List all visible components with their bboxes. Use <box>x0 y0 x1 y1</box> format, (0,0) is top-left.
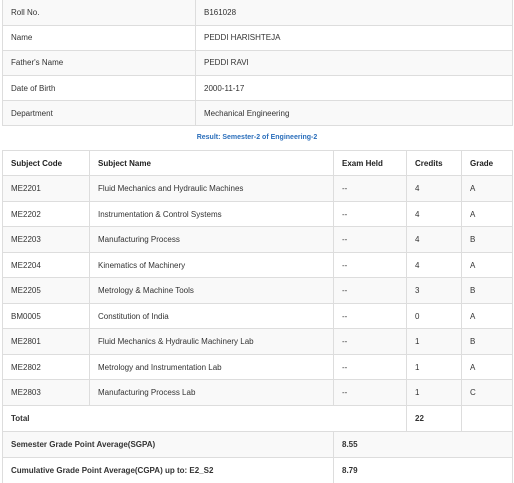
grade: A <box>462 354 513 380</box>
cgpa-label: Cumulative Grade Point Average(CGPA) up to: E2_S2 <box>3 457 334 483</box>
table-row <box>3 252 513 278</box>
table-row <box>3 201 513 227</box>
col-header-exam-held: Exam Held <box>334 151 407 176</box>
subject-name: Metrology & Machine Tools <box>90 278 334 304</box>
subject-code: ME2205 <box>3 278 90 304</box>
credits: 3 <box>407 278 462 304</box>
table-row <box>3 354 513 380</box>
name-label: Name <box>3 25 196 50</box>
col-header-credits: Credits <box>407 151 462 176</box>
total-label: Total <box>3 405 407 431</box>
total-row <box>3 405 513 431</box>
fathers-name-value: PEDDI RAVI <box>196 50 513 75</box>
total-credits: 22 <box>407 405 462 431</box>
marks-table <box>2 150 513 483</box>
name-value: PEDDI HARISHTEJA <box>196 25 513 50</box>
result-title: Result: Semester-2 of Engineering-2 <box>196 134 318 142</box>
credits: 1 <box>407 380 462 406</box>
exam-held: -- <box>334 201 407 227</box>
credits: 1 <box>407 354 462 380</box>
grade: B <box>462 227 513 253</box>
grade: A <box>462 303 513 329</box>
credits: 4 <box>407 201 462 227</box>
subject-code: ME2204 <box>3 252 90 278</box>
grade: C <box>462 380 513 406</box>
exam-held: -- <box>334 329 407 355</box>
subject-name: Fluid Mechanics & Hydraulic Machinery Lab <box>90 329 334 355</box>
info-row-roll-no <box>3 0 513 25</box>
subject-name: Manufacturing Process Lab <box>90 380 334 406</box>
info-row-fathers-name <box>3 50 513 75</box>
grade: B <box>462 278 513 304</box>
grade: A <box>462 201 513 227</box>
table-row <box>3 303 513 329</box>
table-row <box>3 380 513 406</box>
student-info-table <box>2 0 513 126</box>
subject-code: ME2801 <box>3 329 90 355</box>
subject-name: Fluid Mechanics and Hydraulic Machines <box>90 176 334 202</box>
subject-name: Constitution of India <box>90 303 334 329</box>
exam-held: -- <box>334 176 407 202</box>
credits: 4 <box>407 252 462 278</box>
col-header-subject-code: Subject Code <box>3 151 90 176</box>
col-header-subject-name: Subject Name <box>90 151 334 176</box>
info-row-name <box>3 25 513 50</box>
marks-header-row <box>3 151 513 176</box>
subject-name: Kinematics of Machinery <box>90 252 334 278</box>
exam-held: -- <box>334 278 407 304</box>
total-grade-empty <box>462 405 513 431</box>
col-header-grade: Grade <box>462 151 513 176</box>
grade: B <box>462 329 513 355</box>
subject-code: ME2202 <box>3 201 90 227</box>
exam-held: -- <box>334 252 407 278</box>
subject-code: ME2803 <box>3 380 90 406</box>
dob-value: 2000-11-17 <box>196 76 513 101</box>
info-row-dob <box>3 76 513 101</box>
subject-code: ME2201 <box>3 176 90 202</box>
grade: A <box>462 176 513 202</box>
exam-held: -- <box>334 380 407 406</box>
subject-name: Manufacturing Process <box>90 227 334 253</box>
sgpa-row <box>3 431 513 457</box>
roll-no-value: B161028 <box>196 0 513 25</box>
exam-held: -- <box>334 227 407 253</box>
info-row-department <box>3 101 513 126</box>
exam-held: -- <box>334 303 407 329</box>
table-row <box>3 329 513 355</box>
dob-label: Date of Birth <box>3 76 196 101</box>
subject-code: ME2203 <box>3 227 90 253</box>
exam-held: -- <box>334 354 407 380</box>
subject-code: ME2802 <box>3 354 90 380</box>
credits: 1 <box>407 329 462 355</box>
fathers-name-label: Father's Name <box>3 50 196 75</box>
cgpa-value: 8.79 <box>334 457 513 483</box>
table-row <box>3 227 513 253</box>
credits: 4 <box>407 227 462 253</box>
sgpa-label: Semester Grade Point Average(SGPA) <box>3 431 334 457</box>
grade: A <box>462 252 513 278</box>
subject-code: BM0005 <box>3 303 90 329</box>
table-row <box>3 176 513 202</box>
department-label: Department <box>3 101 196 126</box>
roll-no-label: Roll No. <box>3 0 196 25</box>
table-row <box>3 278 513 304</box>
cgpa-row <box>3 457 513 483</box>
department-value: Mechanical Engineering <box>196 101 513 126</box>
sgpa-value: 8.55 <box>334 431 513 457</box>
credits: 0 <box>407 303 462 329</box>
subject-name: Metrology and Instrumentation Lab <box>90 354 334 380</box>
credits: 4 <box>407 176 462 202</box>
subject-name: Instrumentation & Control Systems <box>90 201 334 227</box>
